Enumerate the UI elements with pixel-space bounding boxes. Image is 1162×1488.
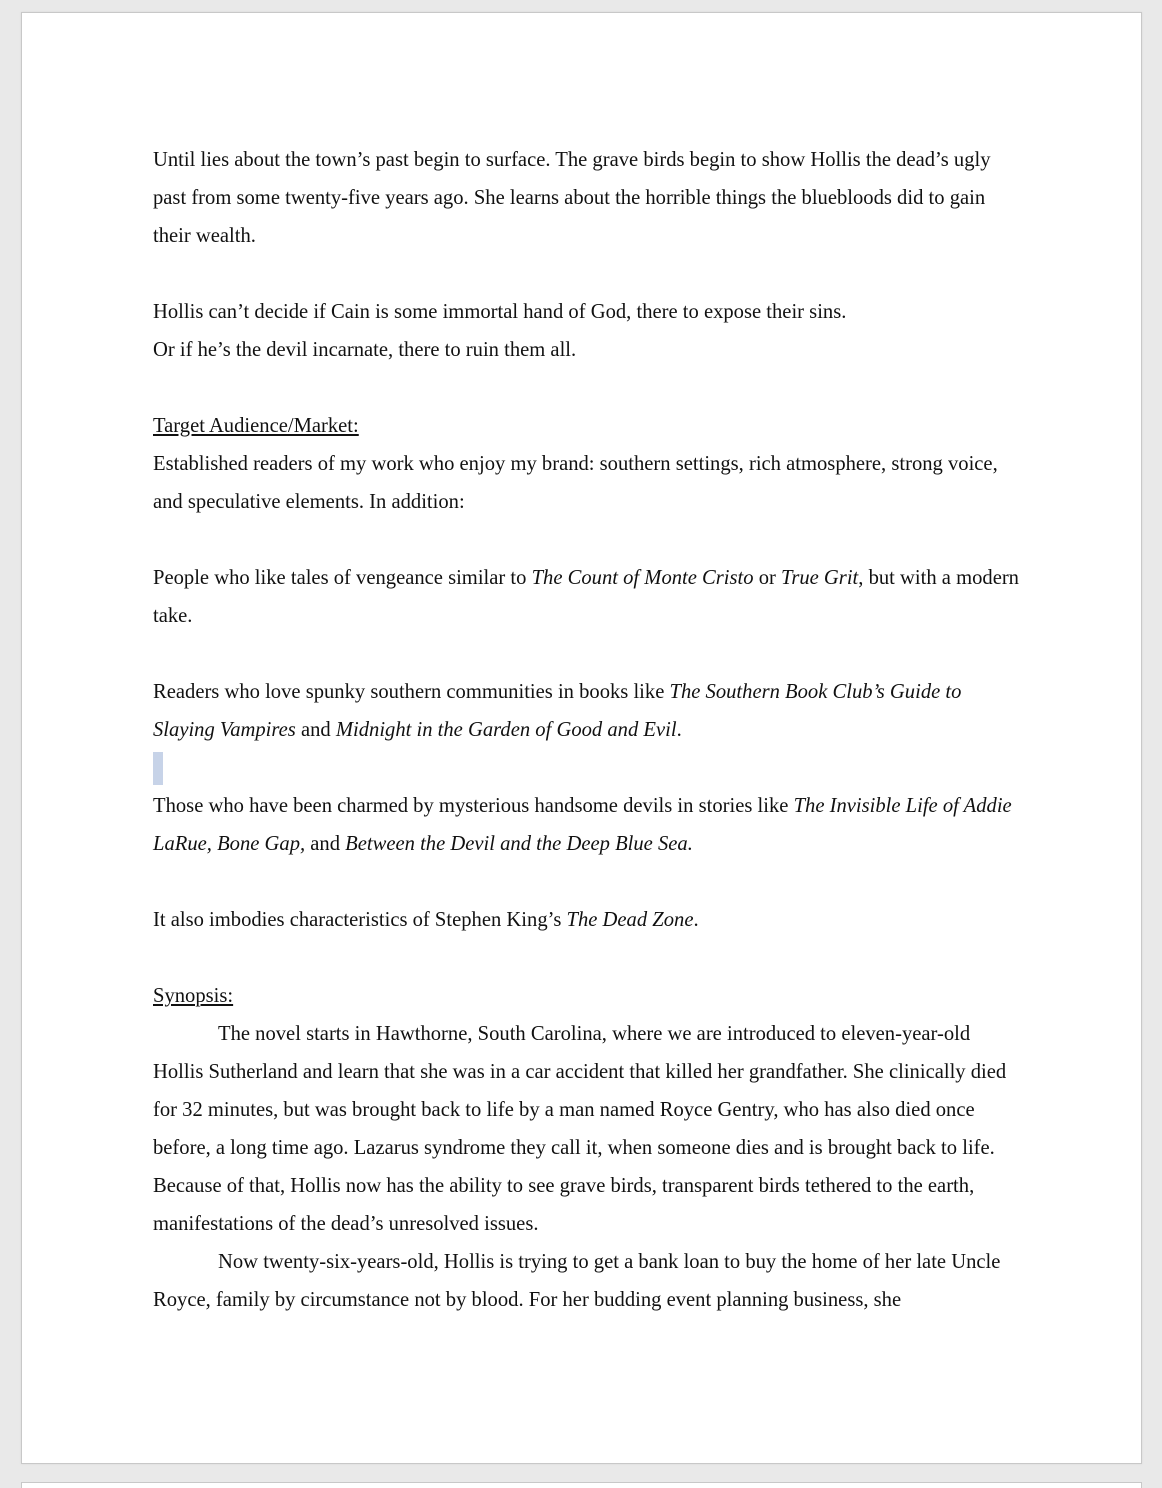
book-title-between-devil: Between the Devil and the Deep Blue Sea. [345, 833, 693, 855]
book-title-dead-zone: The Dead Zone [566, 909, 694, 931]
document-page[interactable] [21, 12, 1142, 1464]
text-run: or [753, 567, 782, 589]
paragraph-target-intro[interactable]: Established readers of my work who enjoy my brand: southern settings, rich atmosphere, strong voice, and speculative elements. In addition: [153, 453, 998, 513]
book-title-true-grit: True Grit [781, 567, 859, 589]
paragraph-stephen-king[interactable] [153, 901, 1023, 939]
heading-synopsis[interactable]: Synopsis: [153, 985, 234, 1007]
text-run: Readers who love spunky southern communities in books like [153, 681, 670, 703]
text-run: People who like tales of vengeance similar to [153, 567, 532, 589]
text-run: and [305, 833, 346, 855]
blank-line [153, 863, 1023, 901]
paragraph-vengeance[interactable] [153, 559, 1023, 635]
paragraph-cain-line-2[interactable]: Or if he’s the devil incarnate, there to ruin them all. [153, 339, 577, 361]
book-title-southern-book-club: The Southern Book Club’s Guide to Slaying Vampires [153, 681, 962, 741]
paragraph-lies-surface[interactable]: Until lies about the town’s past begin to surface. The grave birds begin to show Hollis the dead’s ugly past from some twenty-five years ago. She learns about the horrible things the bluebloods did to gain their wealth. [153, 149, 991, 247]
book-title-midnight-garden: Midnight in the Garden of Good and Evil [335, 719, 677, 741]
paragraph-cain-line-1[interactable]: Hollis can’t decide if Cain is some immortal hand of God, there to expose their sins. [153, 301, 847, 323]
text-run: . [693, 909, 699, 931]
paragraph-southern-communities[interactable] [153, 673, 1023, 749]
heading-target-audience[interactable]: Target Audience/Market: [153, 415, 359, 437]
blank-line [153, 369, 1023, 407]
paragraph-handsome-devils[interactable] [153, 787, 1023, 863]
next-document-page[interactable] [21, 1482, 1142, 1488]
blank-line [153, 521, 1023, 559]
book-titles-addie-bone-gap: The Invisible Life of Addie LaRue, Bone Gap, [153, 795, 1012, 855]
page-body[interactable] [153, 141, 1023, 1319]
book-title-monte-cristo: The Count of Monte Cristo [531, 567, 754, 589]
text-run: and [295, 719, 336, 741]
selected-empty-line[interactable] [153, 749, 1023, 787]
blank-line [153, 939, 1023, 977]
blank-line [153, 635, 1023, 673]
text-run: Those who have been charmed by mysterious handsome devils in stories like [153, 795, 794, 817]
text-run: , but with a modern take. [153, 567, 1019, 627]
blank-line [153, 255, 1023, 293]
text-selection-highlight [153, 752, 163, 785]
text-run: It also imbodies characteristics of Stephen King’s [153, 909, 567, 931]
text-run: . [676, 719, 682, 741]
paragraph-synopsis-1[interactable]: The novel starts in Hawthorne, South Carolina, where we are introduced to eleven-year-old Hollis Sutherland and learn that she was in a car accident that killed her grandfather. She clinically died for 32 minutes, but was brought back to life by a man named Royce Gentry, who has also died once before, a long time ago. Lazarus syndrome they call it, when someone dies and is brought back to life. Because of that, Hollis now has the ability to see grave birds, transparent birds tethered to the earth, manifestations of the dead’s unresolved issues. [153, 1023, 1007, 1235]
paragraph-synopsis-2[interactable]: Now twenty-six-years-old, Hollis is trying to get a bank loan to buy the home of her late Uncle Royce, family by circumstance not by blood. For her budding event planning business, she [153, 1251, 1001, 1311]
